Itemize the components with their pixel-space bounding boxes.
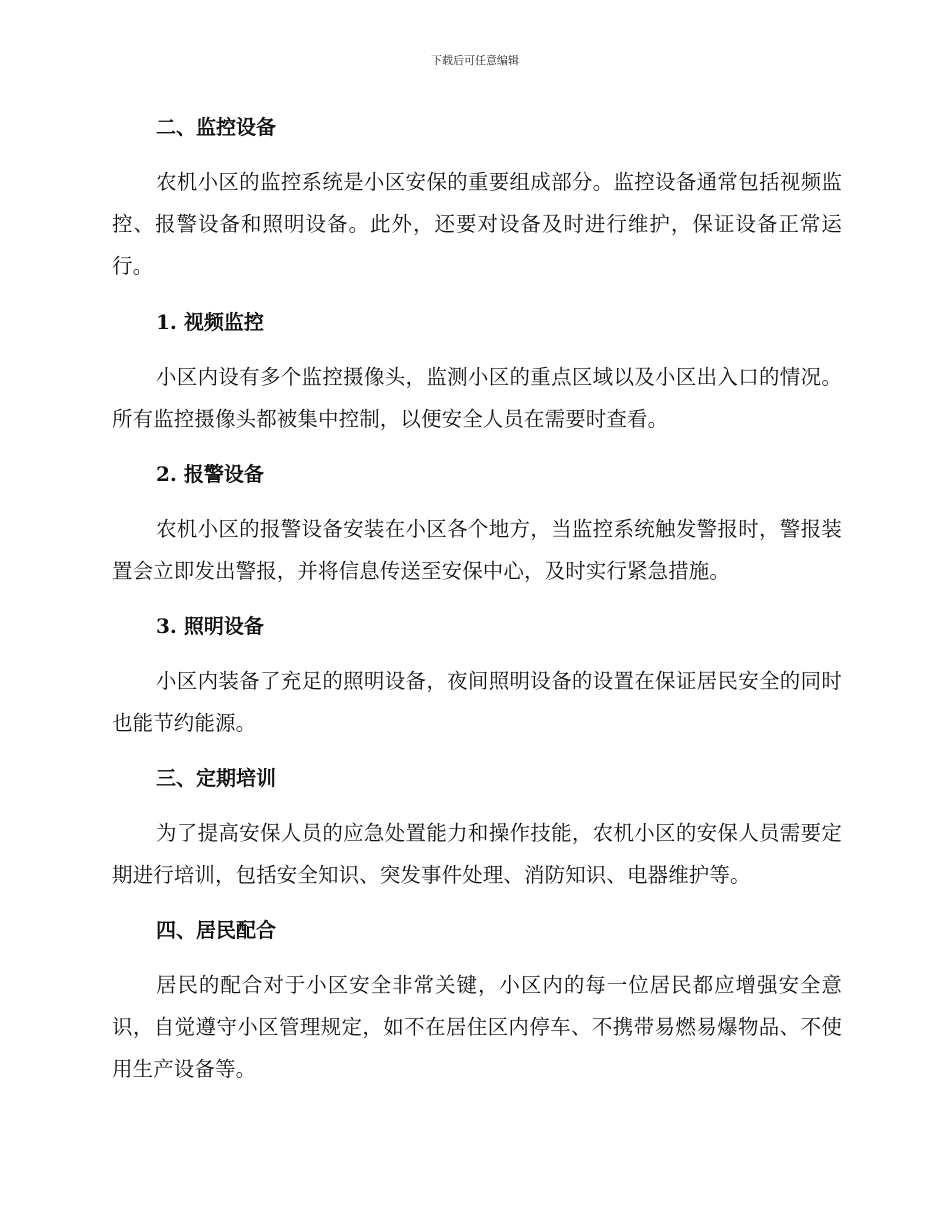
section-regular-training — [112, 763, 842, 896]
section-paragraph: 农机小区的监控系统是小区安保的重要组成部分。监控设备通常包括视频监控、报警设备和照明设备。此外，还要对设备及时进行维护，保证设备正常运行。 — [112, 170, 842, 278]
section-heading: 四、居民配合 — [156, 918, 276, 942]
section-resident-cooperation — [112, 915, 842, 1090]
section-heading: 1. 视频监控 — [156, 310, 264, 334]
section-heading: 3. 照明设备 — [156, 614, 264, 638]
section-paragraph: 居民的配合对于小区安全非常关键，小区内的每一位居民都应增强安全意识，自觉遵守小区管理规定，如不在居住区内停车、不携带易燃易爆物品、不使用生产设备等。 — [112, 973, 842, 1081]
section-video-monitoring — [112, 307, 842, 440]
section-heading: 三、定期培训 — [156, 766, 276, 790]
section-heading: 二、监控设备 — [156, 115, 276, 139]
section-lighting-equipment — [112, 611, 842, 744]
section-alarm-equipment — [112, 459, 842, 592]
page-header: 下载后可任意编辑 — [431, 54, 519, 67]
section-monitoring — [112, 112, 842, 287]
section-paragraph: 小区内设有多个监控摄像头，监测小区的重点区域以及小区出入口的情况。所有监控摄像头都被集中控制，以便安全人员在需要时查看。 — [112, 365, 842, 431]
section-paragraph: 农机小区的报警设备安装在小区各个地方，当监控系统触发警报时，警报装置会立即发出警报，并将信息传送至安保中心，及时实行紧急措施。 — [112, 517, 842, 583]
section-paragraph: 小区内装备了充足的照明设备，夜间照明设备的设置在保证居民安全的同时也能节约能源。 — [112, 669, 842, 735]
section-paragraph: 为了提高安保人员的应急处置能力和操作技能，农机小区的安保人员需要定期进行培训，包括安全知识、突发事件处理、消防知识、电器维护等。 — [112, 821, 842, 887]
section-heading: 2. 报警设备 — [156, 462, 264, 486]
